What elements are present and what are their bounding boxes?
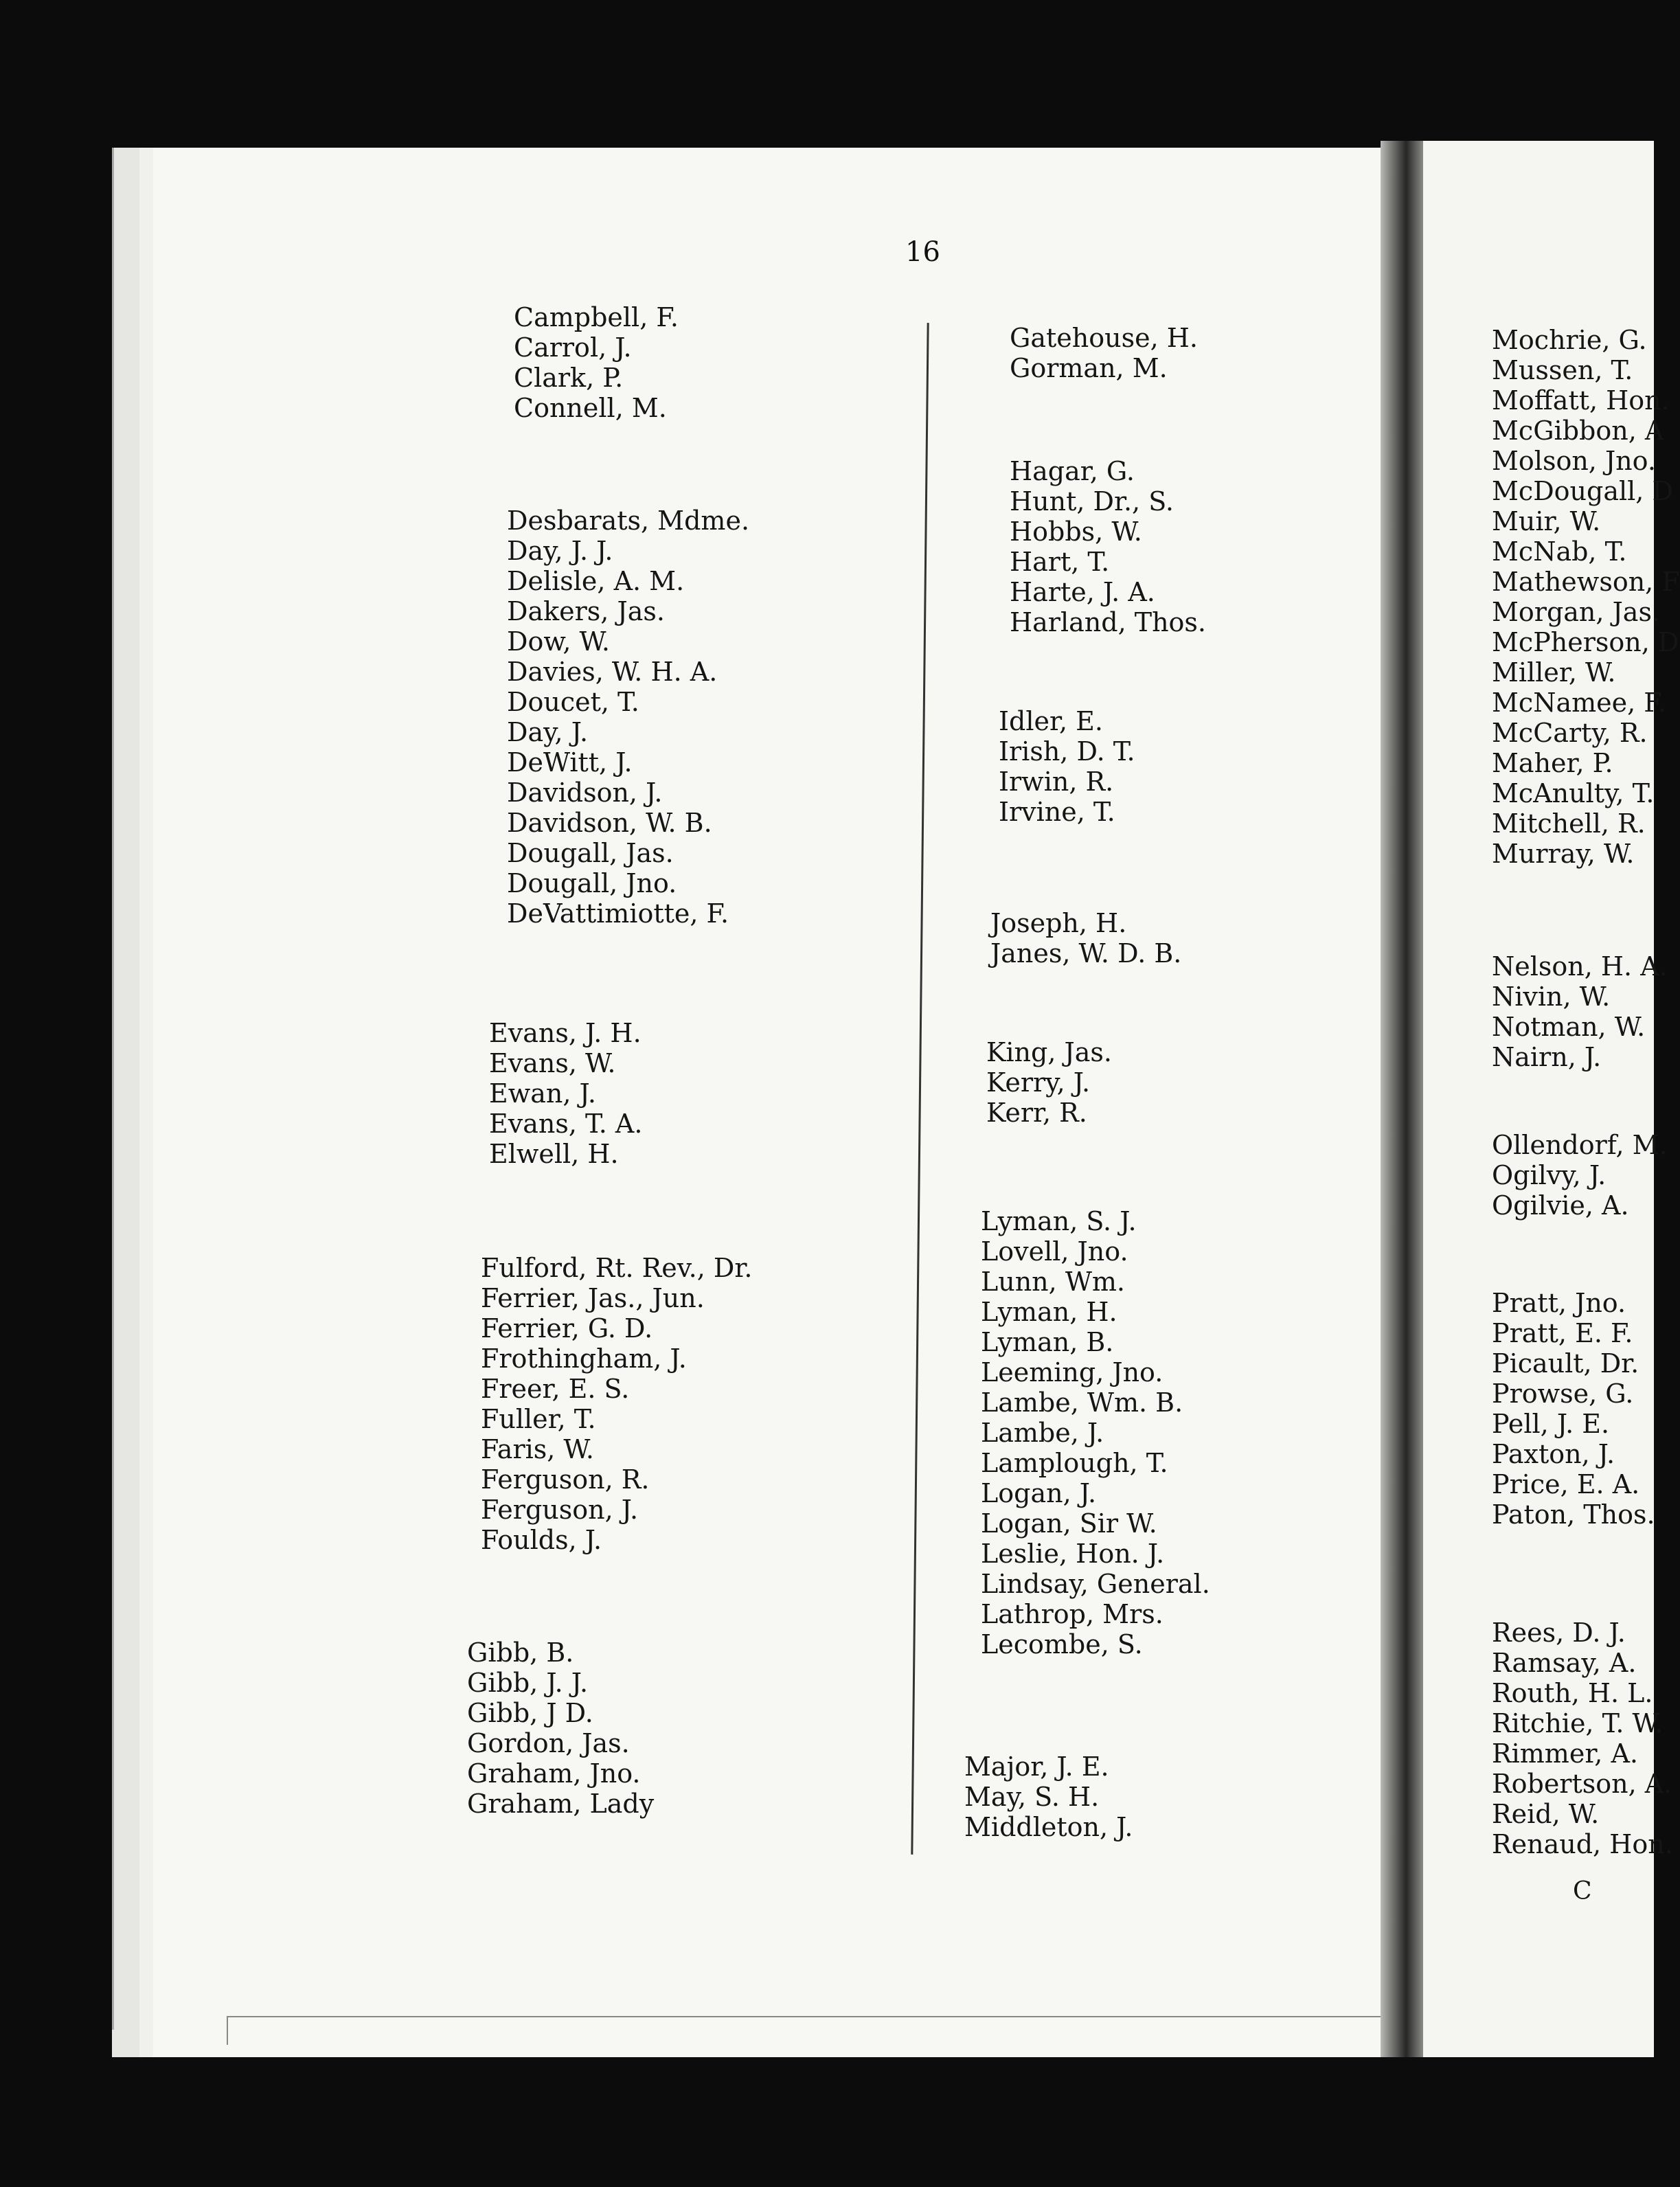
name-entry: Dougall, Jno. xyxy=(507,868,677,898)
name-group-c xyxy=(514,302,679,423)
name-entry: Delisle, A. M. xyxy=(507,566,685,596)
name-group-g xyxy=(467,1638,654,1819)
name-entry: Lindsay, General. xyxy=(981,1569,1210,1599)
name-entry: DeWitt, J. xyxy=(507,747,633,778)
name-entry: Routh, H. L. xyxy=(1492,1678,1653,1708)
name-entry: Lathrop, Mrs. xyxy=(981,1599,1163,1629)
name-entry: Irvine, T. xyxy=(999,797,1115,827)
name-entry: Doucet, T. xyxy=(507,687,639,717)
name-entry: Ogilvie, A. xyxy=(1492,1190,1629,1221)
name-group-k xyxy=(986,1037,1112,1128)
name-entry: Clark, P. xyxy=(514,363,624,393)
catchword: C xyxy=(1573,1877,1592,1905)
name-entry: Molson, Jno. xyxy=(1492,446,1656,476)
name-entry: Carrol, J. xyxy=(514,332,632,363)
name-entry: Moffatt, Hon. xyxy=(1492,385,1670,416)
name-entry: Ferrier, G. D. xyxy=(481,1313,653,1344)
left-page xyxy=(112,148,1389,2057)
name-entry: Logan, J. xyxy=(981,1478,1097,1508)
name-entry: Paton, Thos. xyxy=(1492,1499,1655,1530)
name-entry: McDougall, D xyxy=(1492,476,1673,506)
name-entry: Logan, Sir W. xyxy=(981,1508,1157,1539)
name-entry: Gorman, M. xyxy=(1010,353,1168,383)
name-entry: Davidson, W. B. xyxy=(507,808,712,838)
name-entry: Graham, Lady xyxy=(467,1789,655,1819)
name-entry: Foulds, J. xyxy=(481,1525,602,1555)
name-entry: Janes, W. D. B. xyxy=(990,938,1182,968)
name-entry: Ramsay, A. xyxy=(1492,1648,1637,1678)
name-group-n xyxy=(1492,951,1668,1072)
name-entry: Day, J. J. xyxy=(507,536,613,566)
name-entry: Ferrier, Jas., Jun. xyxy=(481,1283,705,1313)
name-entry: Gibb, J D. xyxy=(467,1698,593,1728)
name-entry: Morgan, Jas. xyxy=(1492,597,1661,627)
name-entry: Lyman, B. xyxy=(981,1327,1114,1357)
name-entry: McNamee, F. xyxy=(1492,688,1666,718)
name-entry: Hobbs, W. xyxy=(1010,517,1142,547)
name-entry: McCarty, R. xyxy=(1492,718,1648,748)
name-group-m xyxy=(964,1752,1133,1842)
name-entry: Harte, J. A. xyxy=(1010,577,1155,607)
name-entry: Notman, W. xyxy=(1492,1012,1646,1042)
name-group-p xyxy=(1492,1288,1655,1530)
name-group-g2 xyxy=(1010,323,1198,383)
name-entry: Nivin, W. xyxy=(1492,982,1611,1012)
name-entry: McAnulty, T. xyxy=(1492,778,1655,808)
name-group-l xyxy=(981,1206,1210,1659)
name-entry: Reid, W. xyxy=(1492,1799,1600,1829)
name-entry: Connell, M. xyxy=(514,393,667,423)
name-entry: Desbarats, Mdme. xyxy=(507,506,750,536)
name-entry: Dakers, Jas. xyxy=(507,596,665,626)
name-entry: Mathewson, F xyxy=(1492,567,1680,597)
name-entry: DeVattimiotte, F. xyxy=(507,898,729,929)
name-entry: Rimmer, A. xyxy=(1492,1738,1638,1769)
name-entry: Gordon, Jas. xyxy=(467,1728,630,1758)
name-entry: Evans, J. H. xyxy=(489,1018,642,1048)
name-entry: Mochrie, G. xyxy=(1492,325,1647,355)
name-entry: Kerr, R. xyxy=(986,1098,1087,1128)
name-entry: Elwell, H. xyxy=(489,1139,619,1169)
page-stack-lines xyxy=(227,2016,1382,2045)
name-entry: McGibbon, A xyxy=(1492,416,1664,446)
name-entry: Lunn, Wm. xyxy=(981,1267,1125,1297)
name-entry: Frothingham, J. xyxy=(481,1344,687,1374)
name-entry: Price, E. A. xyxy=(1492,1469,1640,1499)
name-entry: Nelson, H. A. xyxy=(1492,951,1668,982)
page-number: 16 xyxy=(905,236,940,268)
name-entry: Hagar, G. xyxy=(1010,456,1135,486)
name-entry: Pratt, Jno. xyxy=(1492,1288,1626,1318)
name-entry: Faris, W. xyxy=(481,1434,594,1464)
name-group-j xyxy=(990,908,1181,968)
name-entry: Idler, E. xyxy=(999,706,1103,736)
name-entry: Campbell, F. xyxy=(514,302,679,332)
name-entry: Leeming, Jno. xyxy=(981,1357,1163,1387)
name-entry: Lyman, S. J. xyxy=(981,1206,1137,1236)
name-entry: Ferguson, J. xyxy=(481,1495,639,1525)
name-entry: Maher, P. xyxy=(1492,748,1613,778)
name-entry: Major, J. E. xyxy=(964,1752,1109,1782)
name-entry: Lyman, H. xyxy=(981,1297,1117,1327)
name-group-o xyxy=(1492,1130,1668,1221)
name-entry: Harland, Thos. xyxy=(1010,607,1207,637)
name-entry: Graham, Jno. xyxy=(467,1758,641,1789)
name-entry: Gibb, J. J. xyxy=(467,1668,589,1698)
name-entry: Evans, T. A. xyxy=(489,1109,643,1139)
right-page-column xyxy=(1423,141,1680,2057)
name-group-d xyxy=(507,506,749,929)
name-entry: Robertson, A. xyxy=(1492,1769,1672,1799)
name-entry: Rees, D. J. xyxy=(1492,1618,1626,1648)
name-entry: Fulford, Rt. Rev., Dr. xyxy=(481,1253,753,1283)
name-group-f xyxy=(481,1253,752,1555)
name-entry: Hunt, Dr., S. xyxy=(1010,486,1174,517)
name-entry: Hart, T. xyxy=(1010,547,1110,577)
name-entry: Paxton, J. xyxy=(1492,1439,1615,1469)
name-entry: Joseph, H. xyxy=(990,908,1127,938)
name-entry: Davies, W. H. A. xyxy=(507,657,718,687)
name-entry: Freer, E. S. xyxy=(481,1374,630,1404)
name-entry: Lovell, Jno. xyxy=(981,1236,1128,1267)
name-entry: King, Jas. xyxy=(986,1037,1112,1067)
name-entry: Miller, W. xyxy=(1492,657,1616,688)
name-entry: Irwin, R. xyxy=(999,767,1114,797)
name-entry: Irish, D. T. xyxy=(999,736,1135,767)
name-entry: May, S. H. xyxy=(964,1782,1100,1812)
name-entry: Mussen, T. xyxy=(1492,355,1633,385)
name-entry: Gatehouse, H. xyxy=(1010,323,1198,353)
name-entry: Ritchie, T. W. xyxy=(1492,1708,1664,1738)
name-entry: Fuller, T. xyxy=(481,1404,596,1434)
name-entry: Lamplough, T. xyxy=(981,1448,1168,1478)
name-entry: Middleton, J. xyxy=(964,1812,1133,1842)
name-entry: McPherson, D xyxy=(1492,627,1679,657)
name-entry: Nairn, J. xyxy=(1492,1042,1602,1072)
name-group-h xyxy=(1010,456,1206,637)
book-gutter xyxy=(1381,141,1423,2057)
name-entry: Ollendorf, M. xyxy=(1492,1130,1668,1160)
name-entry: Davidson, J. xyxy=(507,778,663,808)
name-entry: Muir, W. xyxy=(1492,506,1601,536)
name-entry: Renaud, Hon. xyxy=(1492,1829,1673,1859)
name-entry: Dow, W. xyxy=(507,626,611,657)
name-entry: Ogilvy, J. xyxy=(1492,1160,1607,1190)
name-entry: Day, J. xyxy=(507,717,589,747)
name-entry: Pratt, E. F. xyxy=(1492,1318,1633,1348)
name-entry: Lambe, J. xyxy=(981,1418,1104,1448)
name-group-i xyxy=(999,706,1135,827)
name-entry: Lambe, Wm. B. xyxy=(981,1387,1183,1418)
name-entry: Picault, Dr. xyxy=(1492,1348,1639,1379)
name-entry: McNab, T. xyxy=(1492,536,1627,567)
name-entry: Ferguson, R. xyxy=(481,1464,650,1495)
name-group-m3 xyxy=(1492,325,1680,869)
name-entry: Mitchell, R. xyxy=(1492,808,1646,839)
name-entry: Pell, J. E. xyxy=(1492,1409,1610,1439)
name-entry: Prowse, G. xyxy=(1492,1379,1634,1409)
name-entry: Leslie, Hon. J. xyxy=(981,1539,1165,1569)
name-group-e xyxy=(489,1018,642,1169)
name-entry: Kerry, J. xyxy=(986,1067,1091,1098)
name-group-r xyxy=(1492,1618,1673,1859)
name-entry: Gibb, B. xyxy=(467,1638,574,1668)
name-entry: Murray, W. xyxy=(1492,839,1635,869)
name-entry: Evans, W. xyxy=(489,1048,616,1078)
name-entry: Dougall, Jas. xyxy=(507,838,674,868)
name-entry: Lecombe, S. xyxy=(981,1629,1143,1659)
name-entry: Ewan, J. xyxy=(489,1078,596,1109)
